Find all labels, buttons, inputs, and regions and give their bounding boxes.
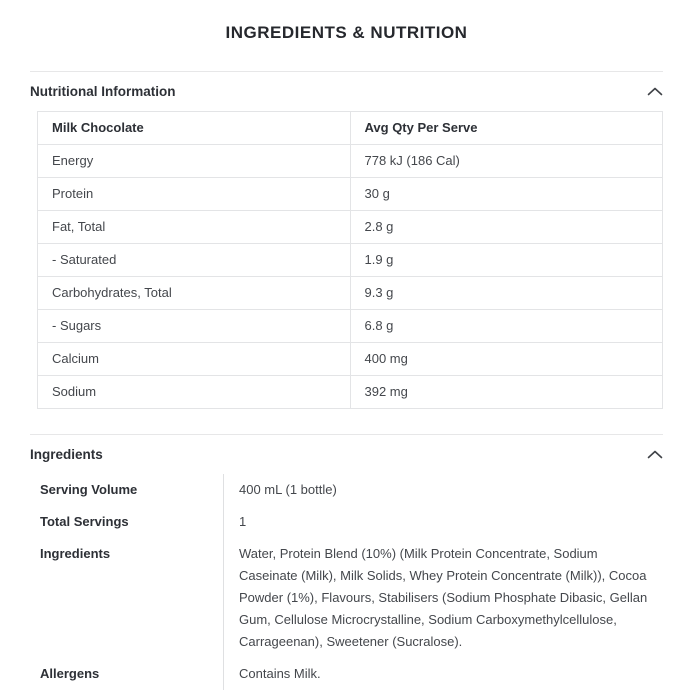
detail-label: Total Servings	[40, 514, 129, 529]
table-row	[38, 145, 663, 178]
detail-value: Water, Protein Blend (10%) (Milk Protein Concentrate, Sodium Caseinate (Milk), Milk Solids, Whey Protein Concentrate (Milk)), Cocoa Powder (1%), Flavours, Stabilisers (Sodium Phosphate Dibasic, Gellan Gum, Cellulose Microcrystalline, Sodium Carboxymethylcellulose, Carrageenan), Sweetener (Sucralose).	[223, 538, 663, 658]
nutrient-value-cell: 9.3 g	[350, 277, 663, 310]
table-row	[38, 376, 663, 409]
nutrient-value-cell: 778 kJ (186 Cal)	[350, 145, 663, 178]
nutrient-name-cell: Sodium	[38, 376, 351, 409]
table-row	[38, 211, 663, 244]
chevron-up-icon[interactable]	[647, 450, 663, 459]
nutrient-name-cell: - Saturated	[38, 244, 351, 277]
detail-value: Contains Milk.	[223, 658, 663, 690]
detail-row-allergens	[40, 658, 663, 690]
nutrient-value-cell: 30 g	[350, 178, 663, 211]
nutritional-information-section	[30, 71, 663, 409]
nutrition-table-col-product: Milk Chocolate	[38, 112, 351, 145]
detail-row-total-servings	[40, 506, 663, 538]
detail-value: 400 mL (1 bottle)	[223, 474, 663, 506]
nutrient-name-cell: Energy	[38, 145, 351, 178]
nutrient-name-cell: Protein	[38, 178, 351, 211]
detail-label: Serving Volume	[40, 482, 138, 497]
nutritional-information-title: Nutritional Information	[30, 84, 176, 99]
detail-row-serving-volume	[40, 474, 663, 506]
nutrient-name-cell: Calcium	[38, 343, 351, 376]
detail-label: Allergens	[40, 666, 100, 681]
nutrition-table	[37, 111, 663, 409]
nutrient-name-cell: - Sugars	[38, 310, 351, 343]
nutrient-value-cell: 6.8 g	[350, 310, 663, 343]
nutrient-value-cell: 2.8 g	[350, 211, 663, 244]
nutrient-name-cell: Fat, Total	[38, 211, 351, 244]
ingredients-nutrition-panel	[0, 23, 700, 690]
table-row	[38, 178, 663, 211]
table-row	[38, 343, 663, 376]
nutrient-value-cell: 392 mg	[350, 376, 663, 409]
detail-value: 1	[223, 506, 663, 538]
nutrition-table-col-qty: Avg Qty Per Serve	[350, 112, 663, 145]
detail-label: Ingredients	[40, 546, 111, 561]
table-row	[38, 277, 663, 310]
ingredients-details	[30, 474, 663, 690]
ingredients-section	[30, 434, 663, 690]
nutrient-name-cell: Carbohydrates, Total	[38, 277, 351, 310]
detail-row-ingredients	[40, 538, 663, 658]
table-row	[38, 310, 663, 343]
nutrient-value-cell: 400 mg	[350, 343, 663, 376]
ingredients-title: Ingredients	[30, 447, 103, 462]
page-title: INGREDIENTS & NUTRITION	[225, 23, 468, 42]
table-row	[38, 244, 663, 277]
ingredients-accordion-header[interactable]	[30, 434, 663, 474]
nutritional-information-accordion-header[interactable]	[30, 71, 663, 111]
nutrient-value-cell: 1.9 g	[350, 244, 663, 277]
nutrition-table-header-row	[38, 112, 663, 145]
chevron-up-icon[interactable]	[647, 87, 663, 96]
